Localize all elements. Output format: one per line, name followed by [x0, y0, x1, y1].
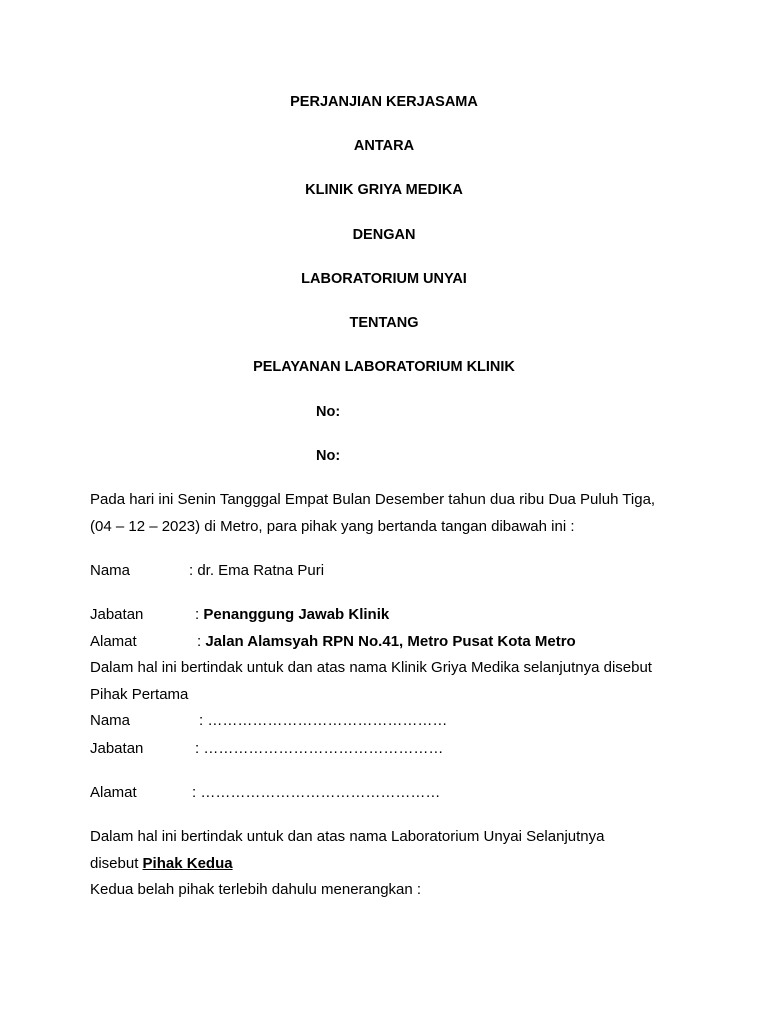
title-line-1: PERJANJIAN KERJASAMA — [290, 94, 478, 110]
second-party-acting-line-2 — [90, 855, 233, 873]
title-line-6: TENTANG — [349, 315, 419, 331]
title-line-4: DENGAN — [352, 227, 416, 243]
agreement-number-1: No: — [316, 404, 341, 420]
first-party-alamat-label: Alamat — [90, 633, 137, 650]
first-party-jabatan-value: Penanggung Jawab Klinik — [203, 606, 390, 623]
first-party-nama-value: : dr. Ema Ratna Puri — [189, 562, 325, 579]
second-party-alamat-label: Alamat — [90, 784, 137, 801]
title-line-7: PELAYANAN LABORATORIUM KLINIK — [253, 359, 515, 375]
first-party-nama-label: Nama — [90, 562, 131, 579]
second-party-acting-prefix: disebut — [90, 855, 143, 872]
agreement-number-2: No: — [316, 448, 341, 464]
second-party-jabatan-value: : ………………………………………… — [195, 740, 444, 757]
second-party-jabatan-label: Jabatan — [90, 740, 144, 757]
closing-statement: Kedua belah pihak terlebih dahulu menerangkan : — [90, 881, 422, 898]
opening-line-2: (04 – 12 – 2023) di Metro, para pihak yang bertanda tangan dibawah ini : — [90, 518, 575, 535]
first-party-acting-line-1: Dalam hal ini bertindak untuk dan atas nama Klinik Griya Medika selanjutnya disebut — [90, 659, 652, 676]
first-party-alamat-colon: : — [197, 633, 206, 650]
title-line-3: KLINIK GRIYA MEDIKA — [305, 182, 463, 198]
second-party-alamat-value: : ………………………………………… — [192, 784, 441, 801]
second-party-term: Pihak Kedua — [142, 855, 233, 872]
second-party-nama-value: : ………………………………………… — [199, 712, 448, 729]
first-party-acting-line-2: Pihak Pertama — [90, 686, 189, 703]
first-party-alamat-value: Jalan Alamsyah RPN No.41, Metro Pusat Kota Metro — [205, 633, 576, 650]
first-party-jabatan-label: Jabatan — [90, 606, 144, 623]
opening-line-1: Pada hari ini Senin Tangggal Empat Bulan Desember tahun dua ribu Dua Puluh Tiga, — [90, 491, 656, 508]
first-party-jabatan-colon: : — [195, 606, 204, 623]
second-party-acting-line-1: Dalam hal ini bertindak untuk dan atas nama Laboratorium Unyai Selanjutnya — [90, 828, 605, 845]
title-line-5: LABORATORIUM UNYAI — [301, 271, 467, 287]
second-party-nama-label: Nama — [90, 712, 131, 729]
title-line-2: ANTARA — [353, 138, 415, 154]
first-party-jabatan-field — [195, 606, 389, 624]
first-party-alamat-field — [197, 633, 576, 651]
